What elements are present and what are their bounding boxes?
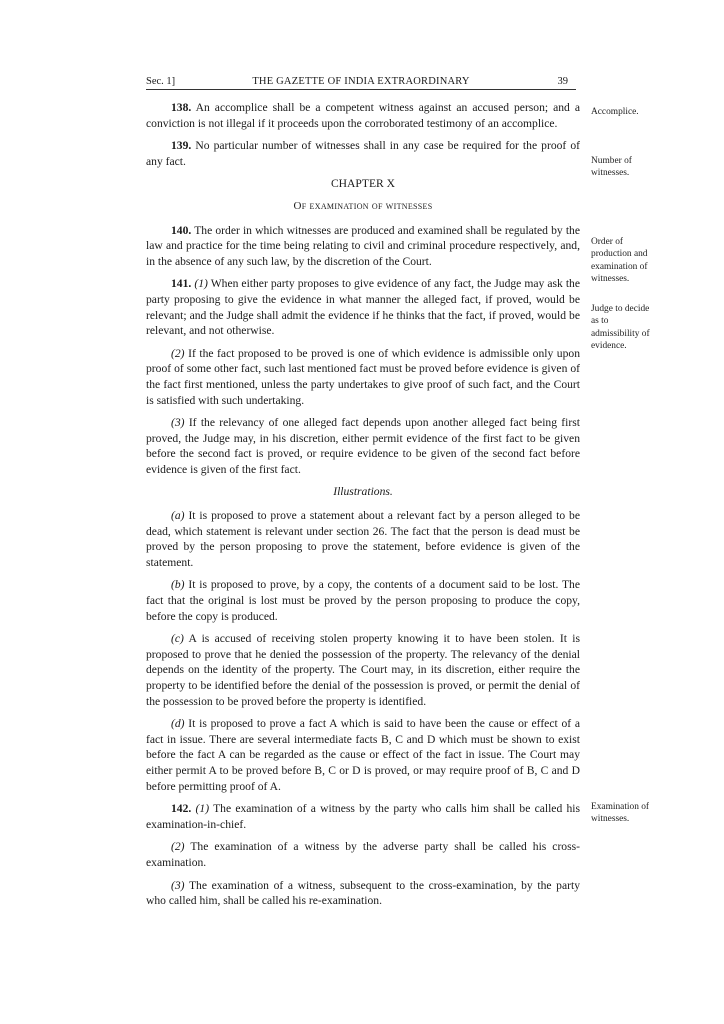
section-text: The order in which witnesses are produced and examined shall be regulated by the law and practice for the time being relating to civil and criminal procedure respectively, and, in the absence of any such law, by the discretion of the Court.: [146, 223, 580, 268]
section-text: The examination of a witness by the adverse party shall be called his cross-examination.: [146, 840, 580, 869]
subsection-mark: (1): [195, 802, 210, 816]
illustrations-heading: Illustrations.: [333, 485, 393, 499]
section-139: [146, 138, 580, 169]
marginal-note-examination: Examination of witnesses.: [591, 802, 650, 825]
illustration-mark: (c): [171, 632, 184, 646]
illustration-c: [146, 631, 580, 709]
illustration-mark: (d): [171, 717, 185, 731]
illustration-d: [146, 716, 580, 794]
section-text: The examination of a witness by the party who calls him shall be called his examination-in-chief.: [146, 802, 580, 831]
section-number: 140.: [171, 223, 192, 237]
illustration-mark: (b): [171, 578, 185, 592]
marginal-note-order-of-production: Order of production and examination of witnesses.: [591, 237, 648, 284]
section-141-3: [146, 415, 580, 477]
chapter-subheading: Of examination of witnesses: [293, 199, 433, 212]
section-text: No particular number of witnesses shall in any case be required for the proof of any fact.: [146, 139, 580, 168]
illustration-mark: (a): [171, 509, 185, 523]
section-141-2: [146, 346, 580, 408]
section-142-1: [146, 801, 580, 832]
page-number: 39: [557, 76, 568, 87]
page-header: [146, 73, 576, 90]
marginal-note-number-of-witnesses: Number of witnesses.: [591, 156, 632, 179]
section-text: If the fact proposed to be proved is one of which evidence is admissible only upon proof of some other fact, such last mentioned fact must be proved before evidence is given of the fact first mentioned, unless the party undertakes to give proof of such fact, and the Court is satisfied with such undertaking.: [146, 346, 580, 407]
section-text: When either party proposes to give evidence of any fact, the Judge may ask the party proposing to give the evidence in what manner the alleged fact, if proved, would be relevant; and the Judge shall admit the evidence if he thinks that the fact, if proved, would be relevant, and not otherwise.: [146, 277, 580, 338]
section-number: 141.: [171, 277, 192, 291]
subsection-mark: (2): [171, 840, 185, 854]
subsection-mark: (3): [171, 416, 185, 430]
subsection-mark: (2): [171, 346, 185, 360]
illustration-text: It is proposed to prove, by a copy, the contents of a document said to be lost. The fact that the original is lost must be proved by the person proposing to produce the copy, before the copy is produced.: [146, 578, 580, 623]
section-text: If the relevancy of one alleged fact depends upon another alleged fact being first proved, the Judge may, in his discretion, either permit evidence of the first fact to be given before the second fact is proved, or require evidence to be given of the second fact before evidence is given of the first fact.: [146, 416, 580, 476]
chapter-heading: CHAPTER X: [330, 177, 396, 191]
illustration-text: A is accused of receiving stolen property knowing it to have been stolen. It is proposed to prove that he denied the possession of the property. The relevancy of the denial depends on the identity of the property. The Court may, in its discretion, either require the property to be identified before the denial of the possession is proved, or permit the denial of the possession to be proved before the property is identified.: [146, 632, 580, 708]
section-141-1: [146, 276, 580, 338]
section-text: The examination of a witness, subsequent to the cross-examination, by the party who called him, shall be called his re-examination.: [146, 878, 580, 908]
illustration-text: It is proposed to prove a statement about a relevant fact by a person alleged to be dead, which statement is relevant under section 26. The fact that the person is dead must be proved by the person proposing to prove the statement, before evidence is given of the statement.: [146, 509, 580, 569]
gazette-title: THE GAZETTE OF INDIA EXTRAORDINARY: [252, 76, 470, 87]
section-number: 138.: [171, 101, 192, 114]
section-ref: Sec. 1]: [146, 76, 176, 87]
section-142-3: [146, 878, 580, 909]
subsection-mark: (3): [171, 878, 185, 892]
subsection-mark: (1): [194, 277, 208, 291]
illustration-a: [146, 508, 580, 570]
section-142-2: [146, 839, 580, 870]
illustration-text: It is proposed to prove a fact A which is said to have been the cause or effect of a fact in issue. There are several intermediate facts B, C and D which must be shown to exist before the fact A can be regarded as the cause or effect of the fact in issue. The Court may either permit A to be proved before B, C or D is proved, or may require proof of B, C and D before permitting proof of A.: [146, 717, 580, 793]
marginal-note-admissibility: Judge to decide as to admissibility of evidence.: [591, 304, 650, 351]
section-text: An accomplice shall be a competent witness against an accused person; and a conviction is not illegal if it proceeds upon the corroborated testimony of an accomplice.: [146, 101, 580, 130]
marginal-note-accomplice: Accomplice.: [591, 107, 639, 117]
main-text: [146, 100, 580, 916]
section-140: [146, 223, 580, 270]
section-138: [146, 100, 580, 131]
illustration-b: [146, 577, 580, 624]
section-number: 142.: [171, 802, 192, 816]
section-number: 139.: [171, 139, 192, 153]
